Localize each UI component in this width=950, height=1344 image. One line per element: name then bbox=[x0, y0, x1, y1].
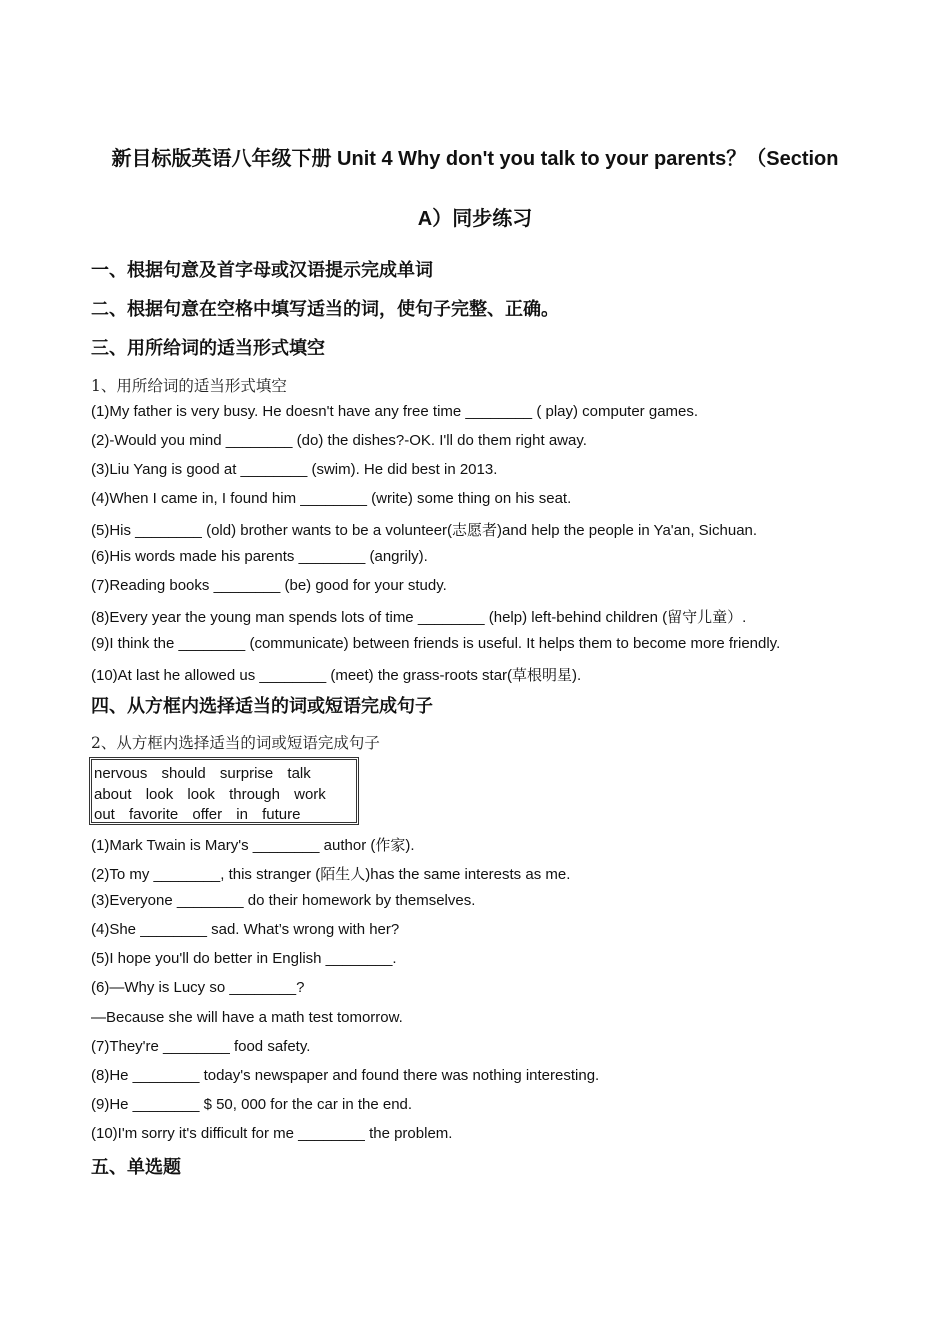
document-title-line-1: 新目标版英语八年级下册 Unit 4 Why don't you talk to your parents？（Section bbox=[111, 148, 839, 170]
part1-item: (3)Liu Yang is good at ________ (swim). He did best in 2013. bbox=[91, 461, 498, 478]
section-heading-3: 三、用所给词的适当形式填空 bbox=[91, 338, 325, 358]
part2-subheading: 2、从方框内选择适当的词或短语完成句子 bbox=[91, 734, 380, 752]
part2-item: (1)Mark Twain is Mary's ________ author (作家). bbox=[91, 837, 415, 854]
part2-item: (10)I'm sorry it's difficult for me ________ the problem. bbox=[91, 1125, 453, 1142]
part2-item: (5)I hope you'll do better in English ________. bbox=[91, 950, 397, 967]
word-box-row: about look look through work bbox=[94, 785, 326, 803]
part1-item: (6)His words made his parents ________ (angrily). bbox=[91, 548, 428, 565]
part1-item: (10)At last he allowed us ________ (meet) the grass-roots star(草根明星). bbox=[91, 667, 582, 684]
section-heading-4: 四、从方框内选择适当的词或短语完成句子 bbox=[91, 696, 433, 716]
part2-item: (8)He ________ today's newspaper and found there was nothing interesting. bbox=[91, 1067, 600, 1084]
part1-item: (9)I think the ________ (communicate) between friends is useful. It helps them to become more friendly. bbox=[91, 635, 781, 652]
part2-item: (6)—Why is Lucy so ________? bbox=[91, 979, 305, 996]
section-heading-5: 五、单选题 bbox=[91, 1157, 181, 1177]
section-heading-1: 一、根据句意及首字母或汉语提示完成单词 bbox=[91, 260, 433, 280]
part1-item: (5)His ________ (old) brother wants to be a volunteer(志愿者)and help the people in Ya'an, Sichuan. bbox=[91, 522, 758, 539]
document-title-line-2: A）同步练习 bbox=[417, 208, 533, 230]
word-box-row: out favorite offer in future bbox=[94, 806, 301, 823]
part2-item: (9)He ________ $ 50, 000 for the car in the end. bbox=[91, 1096, 413, 1113]
part1-item: (1)My father is very busy. He doesn't have any free time ________ ( play) computer games. bbox=[91, 403, 699, 420]
part1-item: (2)-Would you mind ________ (do) the dishes?-OK. I'll do them right away. bbox=[91, 432, 587, 449]
part2-item: (3)Everyone ________ do their homework by themselves. bbox=[91, 892, 476, 909]
part2-item: —Because she will have a math test tomorrow. bbox=[91, 1009, 403, 1026]
section-heading-2: 二、根据句意在空格中填写适当的词，使句子完整、正确。 bbox=[91, 299, 559, 319]
part2-item: (2)To my ________, this stranger (陌生人)has the same interests as me. bbox=[91, 866, 571, 883]
part1-item: (7)Reading books ________ (be) good for your study. bbox=[91, 577, 447, 594]
part1-item: (8)Every year the young man spends lots of time ________ (help) left-behind children (留守儿童）. bbox=[91, 609, 747, 626]
part1-subheading: 1、用所给词的适当形式填空 bbox=[91, 377, 287, 395]
part2-item: (7)They're ________ food safety. bbox=[91, 1038, 311, 1055]
part2-item: (4)She ________ sad. What’s wrong with her? bbox=[91, 921, 400, 938]
word-box-row: nervous should surprise talk bbox=[94, 765, 311, 782]
word-box bbox=[89, 757, 359, 825]
part1-item: (4)When I came in, I found him ________ (write) some thing on his seat. bbox=[91, 490, 572, 507]
